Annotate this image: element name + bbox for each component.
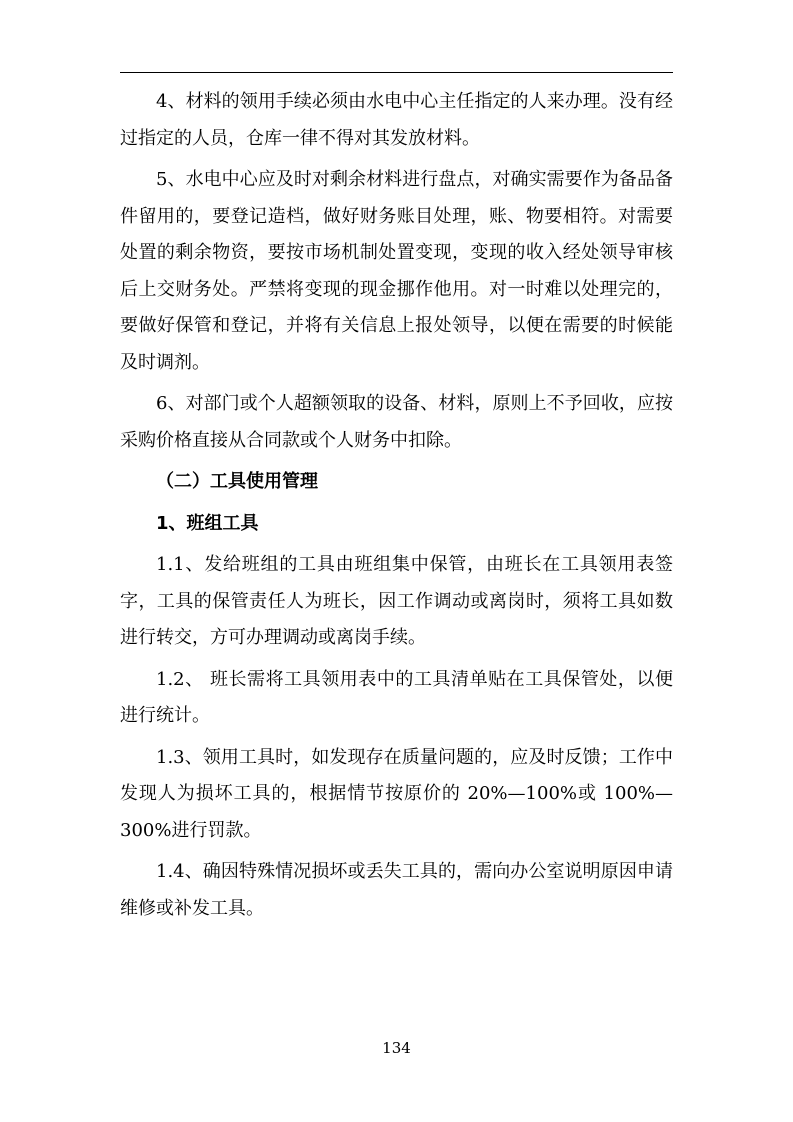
paragraph-material-requisition: 4、材料的领用手续必须由水电中心主任指定的人来办理。没有经过指定的人员，仓库一律不得对其发放材料。: [120, 91, 673, 149]
page-number: 134: [382, 1039, 411, 1057]
paragraph-tool-repair-replacement: 1.4、确因特殊情况损坏或丢失工具的，需向办公室说明原因申请维修或补发工具。: [120, 861, 673, 919]
paragraph-tool-list-posting: 1.2、 班长需将工具领用表中的工具清单贴在工具保管处，以便进行统计。: [120, 668, 673, 726]
document-body: [120, 84, 673, 927]
paragraph-surplus-inventory: 5、水电中心应及时对剩余材料进行盘点，对确实需要作为备品备件留用的，要登记造档，做好财务账目处理，账、物要相符。对需要处置的剩余物资，要按市场机制处置变现，变现的收入经处领导审核后上交财务处。严禁将变现的现金挪作他用。对一时难以处理完的，要做好保管和登记，并将有关信息上报处领导，以便在需要的时候能及时调剂。: [120, 169, 673, 373]
paragraph-tool-custody: 1.1、发给班组的工具由班组集中保管，由班长在工具领用表签字，工具的保管责任人为班长，因工作调动或离岗时，须将工具如数进行转交，方可办理调动或离岗手续。: [120, 554, 673, 648]
section-heading-tool-management: （二）工具使用管理: [156, 471, 318, 492]
header-rule: [120, 72, 673, 73]
paragraph-tool-quality-penalty: 1.3、领用工具时，如发现存在质量问题的，应及时反馈；工作中发现人为损坏工具的，根据情节按原价的 20%—100%或 100%—300%进行罚款。: [120, 746, 673, 841]
paragraph-excess-deduction: 6、对部门或个人超额领取的设备、材料，原则上不予回收，应按采购价格直接从合同款或个人财务中扣除。: [120, 393, 673, 451]
subsection-heading-team-tools: 1、班组工具: [156, 512, 259, 534]
